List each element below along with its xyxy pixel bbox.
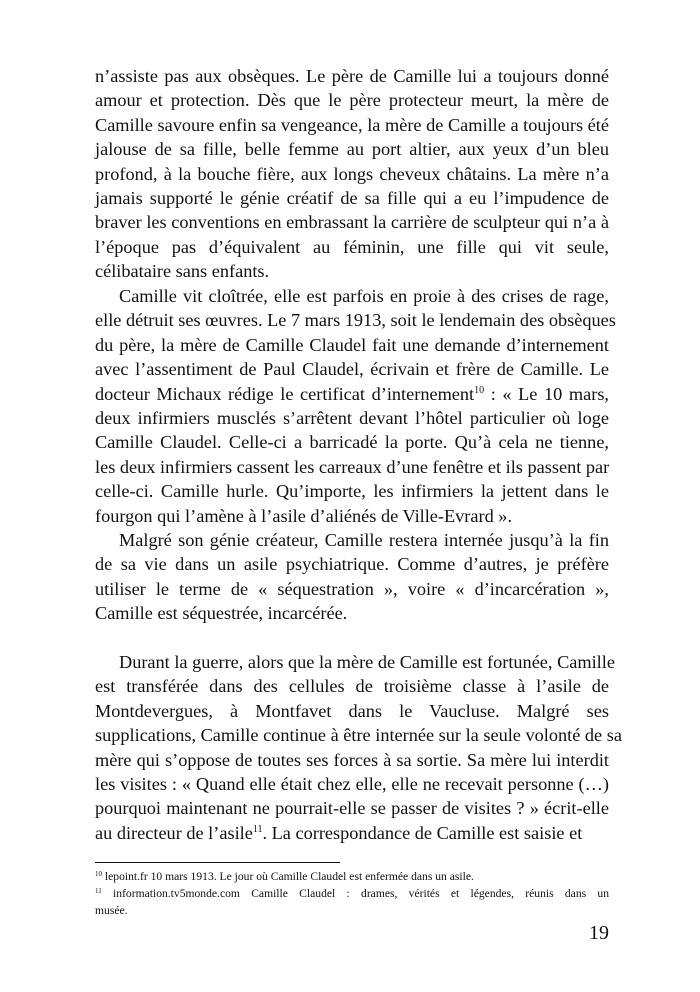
text-line: Malgré son génie créateur, Camille restera internée jusqu’à la fin xyxy=(119,530,609,550)
text-line: Camille vit cloîtrée, elle est parfois en proie à des crises de rage, xyxy=(119,286,609,306)
text-line: celle-ci. Camille hurle. Qu’importe, les infirmiers la jettent dans le xyxy=(95,481,609,502)
text-line: avec l’assentiment de Paul Claudel, écrivain et frère de Camille. Le xyxy=(95,359,609,380)
text-line: de sa vie dans un asile psychiatrique. Comme d’autres, je préfère xyxy=(95,554,609,575)
text-line: deux infirmiers musclés s’arrêtent devant l’hôtel particulier où loge xyxy=(95,407,609,428)
text-line: jamais supporté le génie créatif de sa fille qui a eu l’impudence de xyxy=(95,187,609,208)
text-line: l’époque pas d’équivalent au féminin, une fille qui vit seule, xyxy=(95,236,609,257)
footnote-10 xyxy=(95,869,609,886)
footnote-number: 11 xyxy=(95,887,102,895)
footnote-ref[interactable]: 11 xyxy=(252,823,263,835)
text-line: Montdevergues, à Montfavet dans le Vaucluse. Malgré ses xyxy=(95,700,609,721)
text-line: au directeur de l’asile$^{11}$. La correspondance de Camille est saisie et xyxy=(95,822,583,843)
paragraph-4 xyxy=(95,650,622,845)
footnote-text: lepoint.fr 10 mars 1913. Le jour où Camille Claudel est enfermée dans un asile. xyxy=(104,870,474,883)
text-line: jalouse de sa fille, belle femme au port altier, aux yeux d’un bleu xyxy=(95,139,609,160)
text-line: pourquoi maintenant ne pourrait-elle se passer de visites ? » écrit-elle xyxy=(95,798,609,819)
text-line: les deux infirmiers cassent les carreaux d’une fenêtre et ils passent par xyxy=(95,456,610,477)
paragraph-1 xyxy=(95,64,609,284)
text-line: Camille Claudel. Celle-ci a barricadé la porte. Qu’à cela ne tienne, xyxy=(95,432,609,453)
text-line: célibataire sans enfants. xyxy=(95,261,270,282)
footnote-text: information.tv5monde.com Camille Claudel : drames, vérités et légendes, réunis dans un xyxy=(113,887,610,900)
footnote-number: 10 xyxy=(95,870,102,878)
footnote-11 xyxy=(95,886,609,919)
text-line: n’assiste pas aux obsèques. Le père de Camille lui a toujours donné xyxy=(95,66,609,86)
text-line: profond, à la bouche fière, aux longs cheveux châtains. La mère n’a xyxy=(95,163,609,184)
text-line: Camille est séquestrée, incarcérée. xyxy=(95,603,348,624)
text-line: du père, la mère de Camille Claudel fait une demande d’internement xyxy=(95,334,609,355)
text-line: mère qui s’oppose de toutes ses forces à sa sortie. Sa mère lui interdit xyxy=(95,749,609,770)
text-line: Camille savoure enfin sa vengeance, la mère de Camille a toujours été xyxy=(95,114,609,135)
paragraph-2 xyxy=(95,284,616,528)
text-line: supplications, Camille continue à être internée sur la seule volonté de sa xyxy=(95,725,622,746)
text-line: fourgon qui l’amène à l’asile d’aliénés de Ville-Evrard ». xyxy=(95,505,513,526)
text-line: est transférée dans des cellules de troisième classe à l’asile de xyxy=(95,676,609,697)
text-line: Durant la guerre, alors que la mère de Camille est fortunée, Camille xyxy=(119,652,615,672)
footnote-text-continued: musée. xyxy=(95,903,128,917)
text-line: docteur Michaux rédige le certificat d’internement$^{10}$ : « Le 10 mars, xyxy=(95,383,609,404)
text-line: les visites : « Quand elle était chez elle, elle ne recevait personne (…) xyxy=(95,773,609,794)
paragraph-3 xyxy=(95,528,609,626)
text-line: braver les conventions en embrassant la carrière de sculpteur qui n’a à xyxy=(95,212,609,233)
text-line: amour et protection. Dès que le père protecteur meurt, la mère de xyxy=(95,90,609,111)
text-line: elle détruit ses œuvres. Le 7 mars 1913, soit le lendemain des obsèques xyxy=(95,310,616,331)
page-number: 19 xyxy=(589,922,609,944)
text-line: utiliser le terme de « séquestration », voire « d’incarcération », xyxy=(95,578,609,599)
footnote-separator xyxy=(95,862,340,863)
footnote-ref[interactable]: 10 xyxy=(474,384,485,396)
